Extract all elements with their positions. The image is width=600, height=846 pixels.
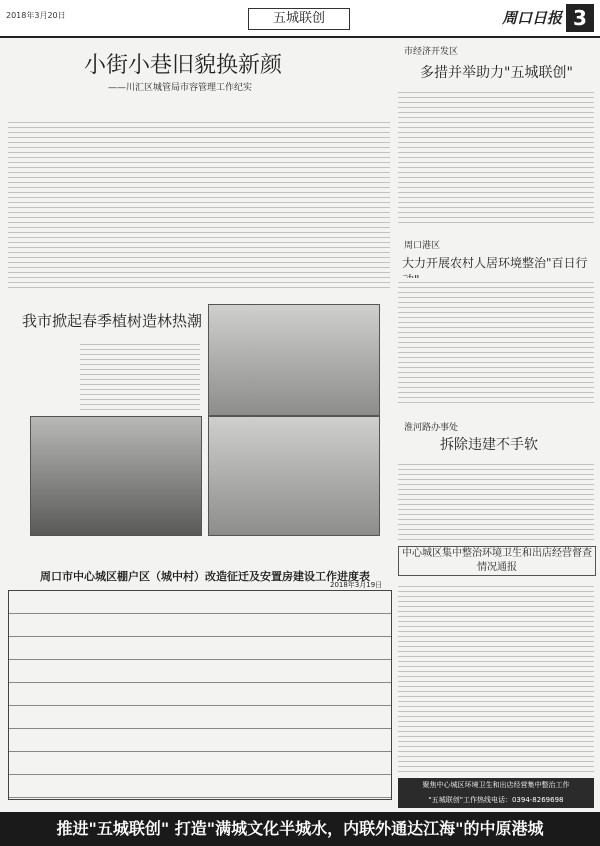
table-title: 周口市中心城区棚户区（城中村）改造征迁及安置房建设工作进度表 xyxy=(40,570,370,583)
right-mid-headline: 大力开展农村人居环境整治"百日行 xyxy=(402,256,588,270)
right-top-body xyxy=(398,88,594,226)
page-section-tag: 五城联创 xyxy=(248,8,350,30)
right-top-headline: 多措并举助力"五城联创" xyxy=(420,65,573,81)
photo-riverside-road xyxy=(208,416,380,536)
tree-headline: 我市掀起春季植树造林热潮 xyxy=(22,312,203,330)
right-low-body xyxy=(398,460,594,540)
bottom-slogan: 推进"五城联创" 打造"满城文化半城水，内联外通达江海"的中原港城 xyxy=(0,812,600,846)
notice-text: 聚焦中心城区环境卫生和出店经营集中整治工作 xyxy=(422,781,570,789)
page-number: 3 xyxy=(566,4,594,32)
right-bottom-headline: 中心城区集中整治环境卫生和出店经营督查情况通报 xyxy=(398,546,596,576)
notice-band xyxy=(398,778,594,808)
photo-planting-workers xyxy=(30,416,202,536)
right-mid-body xyxy=(398,278,594,406)
masthead xyxy=(0,0,600,38)
issue-date: 2018年3月20日 xyxy=(6,11,66,20)
right-low-kicker: 淮河路办事处 xyxy=(404,423,459,433)
right-bottom-body xyxy=(398,582,594,772)
right-low-headline: 拆除违建不手软 xyxy=(440,437,538,453)
main-headline: 小街小巷旧貌换新颜 xyxy=(84,53,283,78)
tree-caption-body xyxy=(80,340,200,410)
main-subline: ——川汇区城管局市容管理工作纪实 xyxy=(108,83,253,93)
photo-street-trees xyxy=(208,304,380,416)
progress-table xyxy=(8,590,392,800)
table-date: 2018年3月19日 xyxy=(330,581,383,589)
main-story-body xyxy=(8,118,390,288)
right-mid-kicker: 周口港区 xyxy=(404,241,441,251)
hotline-text: "五城联创"工作热线电话：0394-8269698 xyxy=(428,796,564,804)
right-top-kicker: 市经济开发区 xyxy=(404,47,459,57)
paper-name: 周口日报 xyxy=(502,9,563,27)
